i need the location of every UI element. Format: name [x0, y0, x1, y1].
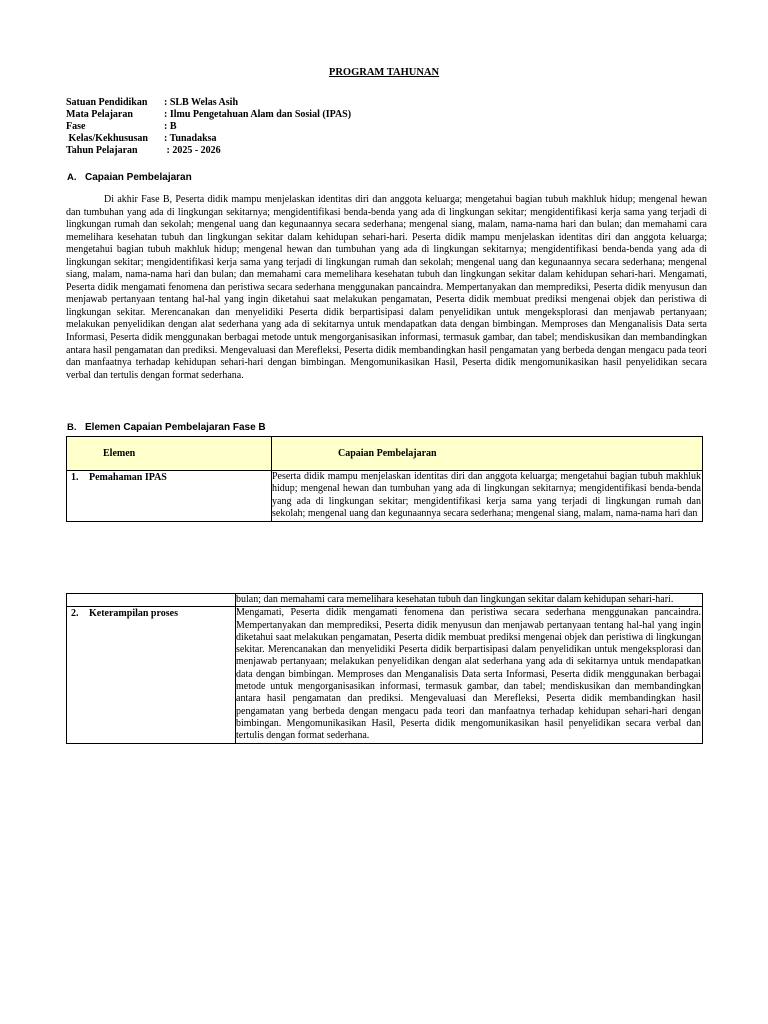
table-row — [67, 471, 703, 522]
identity-row-fase — [66, 121, 351, 133]
capaian-cell — [272, 471, 703, 522]
capaian-text: Mengamati, Peserta didik mengamati fenomena dan peristiwa secara sederhana menggunakan pancaindra. Mempertanyakan dan memprediksi, Peserta didik menyusun dan menjawab pertanyaan tentang hal-hal yang ingin diketahui saat melakukan pengamatan, Peserta didik membuat prediksi mengenai objek dan peristiwa di lingkungan sekitar. Merencanakan dan menyelidiki Peserta didik berpartisipasi dalam penyelidikan untuk mengeksplorasi dan menjawab pertanyaan; melakukan penyelidikan dengan alat sederhana yang ada di sekitarnya untuk mendapatkan data dengan bimbingan. Memproses dan Menganalisis Data serta Informasi, Peserta didik menggunakan berbagai metode untuk mengorganisasikan informasi, termasuk gambar, dan tabel; mendiskusikan dan membandingkan antara hasil pengamatan dan prediksi. Mengevaluasi dan Merefleksi, Peserta didik membandingkan hasil pengamatan yang berbeda dengan mengacu pada teori dan manfaatnya terhadap kehidupan sehari-hari dengan bimbingan. Mengomunikasikan Hasil, Peserta didik mengomunikasikan hasil penyelidikan secara verbal dan tertulis dengan format sederhana. — [236, 607, 701, 742]
elemen-label: Pemahaman IPAS — [89, 472, 167, 483]
section-a-letter: A. — [67, 172, 77, 183]
identity-label: Fase — [66, 121, 86, 132]
document-title: PROGRAM TAHUNAN — [328, 67, 440, 78]
capaian-text: Peserta didik mampu menjelaskan identitas diri dan anggota keluarga; mengetahui bagian tubuh makhluk hidup; mengenal hewan dan tumbuhan yang ada di lingkungan sekitarnya; mengidentifikasi benda-benda yang ada di lingkungan sekitar; mengidentifikasi kerja sama yang terjadi di lingkungan rumah dan sekolah; mengenal uang dan kegunaannya secara sederhana; mengenal siang, malam, nama-nama hari dan — [272, 471, 701, 519]
elemen-label: Keterampilan proses — [89, 608, 178, 620]
capaian-cell — [236, 607, 703, 743]
elemen-cell — [67, 594, 236, 607]
identity-label: Mata Pelajaran — [66, 109, 133, 120]
identity-label: Tahun Pelajaran — [66, 145, 138, 156]
identity-row-satuan — [66, 97, 351, 109]
identity-row-tahun — [66, 145, 351, 157]
identity-row-mapel — [66, 109, 351, 121]
table-header-row — [67, 437, 703, 471]
header-elemen: Elemen — [67, 437, 272, 471]
section-b-heading — [67, 422, 266, 433]
identity-label: Satuan Pendidikan — [66, 97, 148, 108]
elemen-name — [67, 607, 235, 619]
identity-block — [66, 97, 351, 157]
identity-value: : Ilmu Pengetahuan Alam dan Sosial (IPAS) — [164, 109, 352, 120]
identity-label: Kelas/Kekhususan — [66, 133, 148, 144]
elemen-table-page2 — [66, 593, 703, 744]
elemen-number: 1. — [71, 472, 79, 483]
identity-value: : Tunadaksa — [164, 133, 217, 144]
elemen-cell — [67, 471, 272, 522]
identity-value: : 2025 - 2026 — [164, 145, 221, 156]
elemen-name — [67, 471, 271, 483]
table-row — [67, 594, 703, 607]
table-row — [67, 607, 703, 743]
section-b-title: Elemen Capaian Pembelajaran Fase B — [85, 422, 266, 433]
section-b-letter: B. — [67, 422, 77, 433]
elemen-table-page1 — [66, 436, 703, 522]
identity-row-kelas — [66, 133, 351, 145]
elemen-cell — [67, 607, 236, 743]
elemen-number: 2. — [71, 608, 79, 620]
section-a-heading — [67, 172, 192, 183]
capaian-paragraph: Di akhir Fase B, Peserta didik mampu menjelaskan identitas diri dan anggota keluarga; mengetahui bagian tubuh makhluk hidup; mengenal hewan dan tumbuhan yang ada di lingkungan sekitarnya; mengidentifikasi benda-benda yang ada di lingkungan sekitar; mengidentifikasi kerja sama yang terjadi di lingkungan rumah dan sekolah; mengenal uang dan kegunaannya secara sederhana; mengenal siang, malam, nama-nama hari dan bulan; dan memahami cara memelihara kesehatan tubuh dan lingkungan sekitar dalam kehidupan sehari-hari. Peserta didik mampu menjelaskan identitas diri dan anggota keluarga; mengetahui bagian tubuh makhluk hidup; mengenal hewan dan tumbuhan yang ada di lingkungan sekitarnya; mengidentifikasi benda-benda yang ada di lingkungan sekitar; mengidentifikasi kerja sama yang terjadi di lingkungan rumah dan sekolah; mengenal uang dan kegunaannya secara sederhana; mengenal siang, malam, nama-nama hari dan bulan; dan memahami cara memelihara kesehatan tubuh dan lingkungan sekitar dalam kehidupan sehari-hari. Mengamati, Peserta didik mengamati fenomena dan peristiwa secara sederhana menggunakan pancaindra. Mempertanyakan dan memprediksi, Peserta didik menyusun dan menjawab pertanyaan tentang hal-hal yang ingin diketahui saat melakukan pengamatan, Peserta didik membuat prediksi mengenai objek dan peristiwa di lingkungan sekitar. Merencanakan dan menyelidiki Peserta didik berpartisipasi dalam penyelidikan untuk mengeksplorasi dan menjawab pertanyaan; melakukan penyelidikan dengan alat sederhana yang ada di sekitarnya untuk mendapatkan data dengan bimbingan. Memproses dan Menganalisis Data serta Informasi, Peserta didik menggunakan berbagai metode untuk mengorganisasikan informasi, termasuk gambar, dan tabel; mendiskusikan dan membandingkan antara hasil pengamatan dan prediksi. Mengevaluasi dan Merefleksi, Peserta didik membandingkan hasil pengamatan yang berbeda dengan mengacu pada teori dan manfaatnya terhadap kehidupan sehari-hari dengan bimbingan. Mengomunikasikan Hasil, Peserta didik mengomunikasikan hasil penyelidikan secara verbal dan tertulis dengan format sederhana. — [66, 194, 707, 381]
identity-value: : B — [164, 121, 177, 132]
capaian-cell — [236, 594, 703, 607]
capaian-text: bulan; dan memahami cara memelihara kesehatan tubuh dan lingkungan sekitar dalam kehidupan sehari-hari. — [236, 594, 674, 605]
identity-value: : SLB Welas Asih — [164, 97, 239, 108]
header-capaian: Capaian Pembelajaran — [272, 437, 703, 471]
section-a-title: Capaian Pembelajaran — [85, 172, 192, 183]
